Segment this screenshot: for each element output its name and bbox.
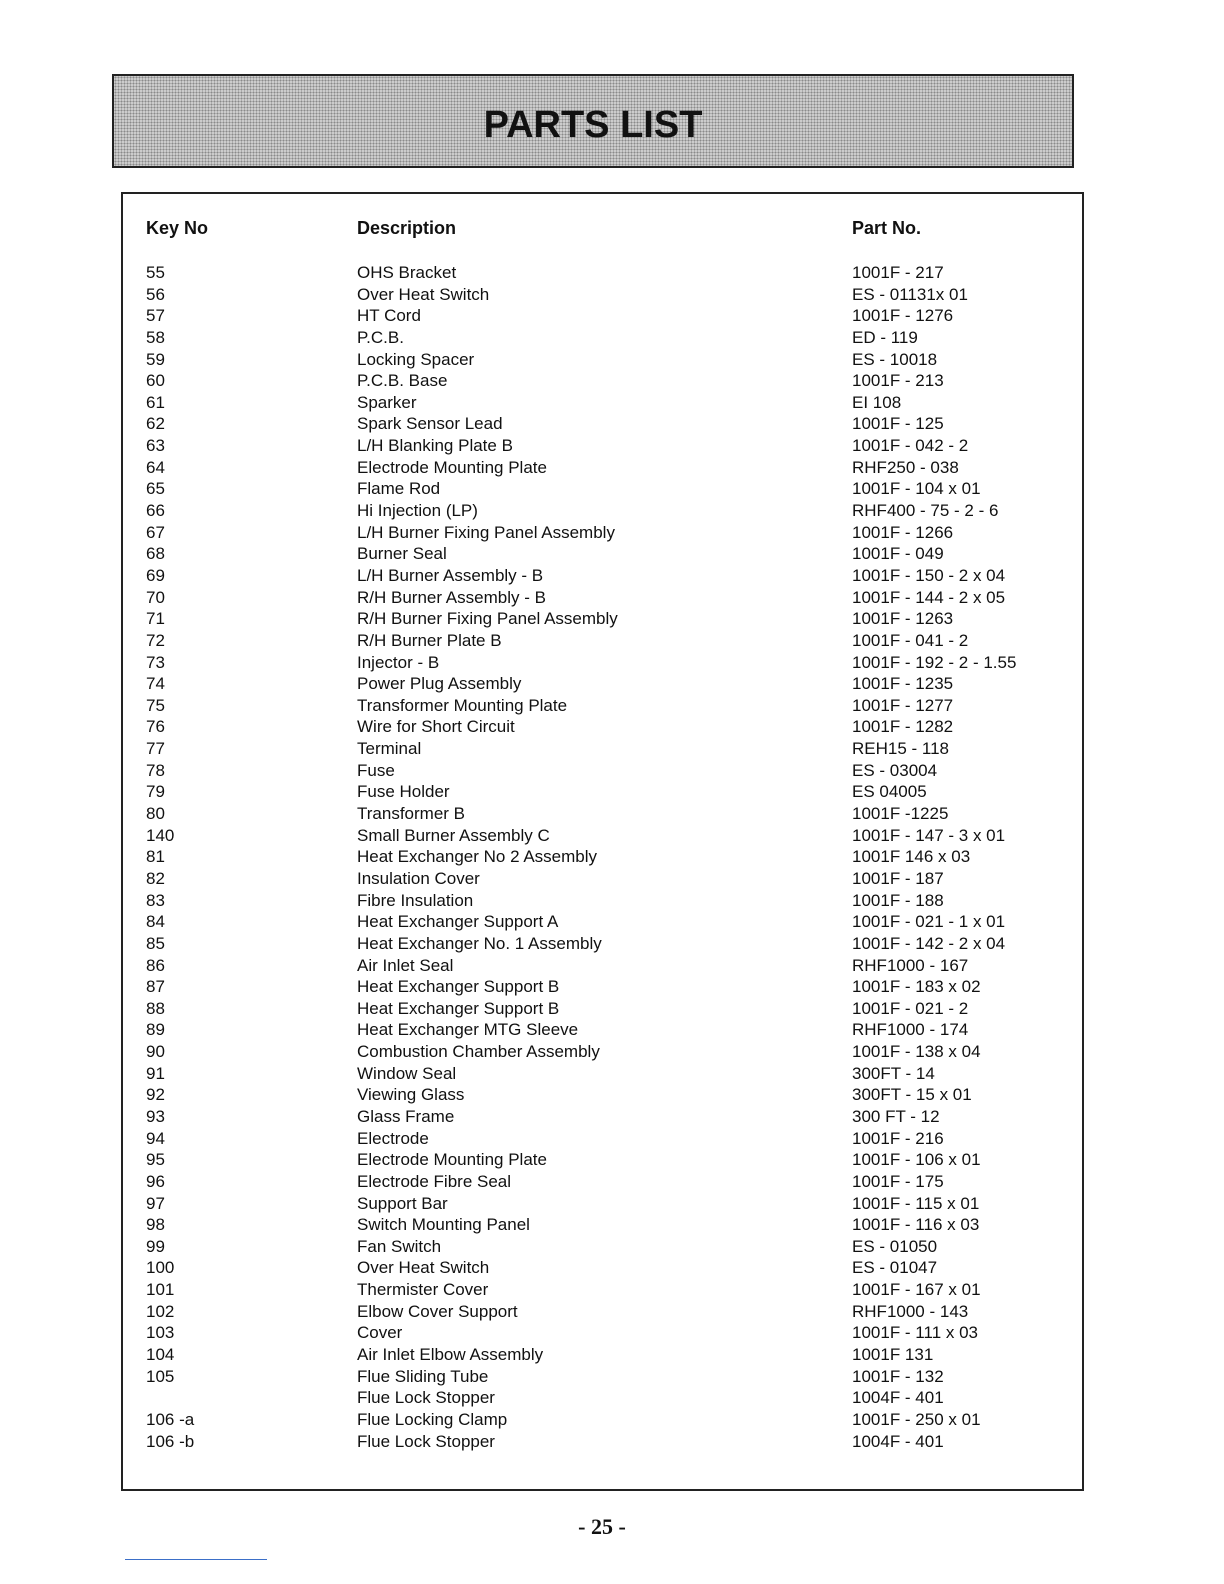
description-cell: Over Heat Switch — [357, 1258, 490, 1278]
footer-rule — [125, 1559, 267, 1560]
key-no-cell: 63 — [146, 436, 165, 456]
description-cell: Air Inlet Seal — [357, 955, 454, 975]
key-no-cell: 67 — [146, 522, 165, 542]
description-cell: Heat Exchanger Support B — [357, 998, 560, 1018]
page-number: - 25 - — [578, 1514, 626, 1539]
key-no-cell: 100 — [146, 1258, 175, 1278]
part-no-cell: 1001F 131 — [852, 1345, 934, 1365]
key-no-cell: 83 — [146, 890, 165, 910]
part-no-cell: 1001F - 042 - 2 — [852, 436, 969, 456]
part-no-cell: RHF1000 - 143 — [852, 1301, 969, 1321]
table-row — [0, 522, 1224, 544]
key-no-cell: 64 — [146, 457, 165, 477]
description-cell: Heat Exchanger No 2 Assembly — [357, 847, 598, 867]
part-no-cell: 1001F - 147 - 3 x 01 — [852, 825, 1006, 845]
table-row — [0, 1257, 1224, 1279]
part-no-cell: 1001F - 116 x 03 — [852, 1215, 980, 1235]
table-row — [0, 673, 1224, 695]
key-no-cell: 57 — [146, 306, 165, 326]
key-no-cell: 87 — [146, 977, 165, 997]
title-banner — [112, 74, 1074, 168]
part-no-cell: 300FT - 14 — [852, 1063, 935, 1083]
table-row — [0, 890, 1224, 912]
key-no-cell: 74 — [146, 674, 165, 694]
key-no-cell: 93 — [146, 1106, 165, 1126]
part-no-cell: ES - 01047 — [852, 1258, 938, 1278]
part-no-cell: 1001F - 150 - 2 x 04 — [852, 565, 1006, 585]
description-cell: Air Inlet Elbow Assembly — [357, 1345, 544, 1365]
description-cell: R/H Burner Assembly - B — [357, 587, 546, 607]
part-no-cell: 1001F -1225 — [852, 804, 949, 824]
key-no-cell: 104 — [146, 1345, 175, 1365]
description-cell: Injector - B — [357, 652, 440, 672]
key-no-cell: 96 — [146, 1171, 165, 1191]
key-no-cell: 60 — [146, 371, 165, 391]
part-no-cell: 1001F - 183 x 02 — [852, 977, 981, 997]
description-cell: Fan Switch — [357, 1236, 442, 1256]
description-cell: Fibre Insulation — [357, 890, 474, 910]
description-cell: Burner Seal — [357, 544, 447, 564]
key-no-cell: 82 — [146, 868, 165, 888]
description-cell: Insulation Cover — [357, 868, 480, 888]
description-cell: Heat Exchanger No. 1 Assembly — [357, 933, 602, 953]
table-row — [0, 955, 1224, 977]
part-no-cell: 1001F 146 x 03 — [852, 847, 971, 867]
key-no-cell: 98 — [146, 1215, 165, 1235]
key-no-cell: 103 — [146, 1323, 175, 1343]
key-no-cell: 76 — [146, 717, 165, 737]
part-no-cell: 1001F - 125 — [852, 414, 944, 434]
part-no-cell: ES 04005 — [852, 782, 927, 802]
description-cell: Wire for Short Circuit — [357, 717, 515, 737]
key-no-cell: 75 — [146, 695, 165, 715]
description-cell: Flue Sliding Tube — [357, 1366, 489, 1386]
key-no-cell: 61 — [146, 392, 165, 412]
part-no-cell: RHF250 - 038 — [852, 457, 959, 477]
key-no-cell: 56 — [146, 284, 165, 304]
key-no-cell: 72 — [146, 630, 165, 650]
part-no-cell: 1001F - 115 x 01 — [852, 1193, 980, 1213]
key-no-cell: 91 — [146, 1063, 165, 1083]
part-no-cell: RHF400 - 75 - 2 - 6 — [852, 501, 999, 521]
key-no-cell: 70 — [146, 587, 165, 607]
part-no-cell: 1001F - 142 - 2 x 04 — [852, 933, 1006, 953]
table-row — [0, 565, 1224, 587]
table-row — [0, 1149, 1224, 1171]
table-row — [0, 976, 1224, 998]
key-no-cell: 95 — [146, 1150, 165, 1170]
key-no-cell: 68 — [146, 544, 165, 564]
part-no-cell: 1001F - 111 x 03 — [852, 1323, 979, 1343]
part-no-cell: 1001F - 041 - 2 — [852, 630, 969, 650]
key-no-cell: 105 — [146, 1366, 175, 1386]
part-no-cell: 300 FT - 12 — [852, 1106, 940, 1126]
key-no-cell: 102 — [146, 1301, 175, 1321]
part-no-cell: 1001F - 106 x 01 — [852, 1150, 981, 1170]
description-cell: Cover — [357, 1323, 403, 1343]
part-no-cell: 1001F - 216 — [852, 1128, 944, 1148]
parts-table-body — [0, 262, 1224, 1452]
table-row — [0, 392, 1224, 414]
key-no-cell: 88 — [146, 998, 165, 1018]
description-cell: Terminal — [357, 739, 422, 759]
table-row — [0, 1301, 1224, 1323]
description-cell: Over Heat Switch — [357, 284, 490, 304]
table-row — [0, 478, 1224, 500]
part-no-cell: 1001F - 132 — [852, 1366, 944, 1386]
key-no-cell: 58 — [146, 327, 165, 347]
table-row — [0, 1041, 1224, 1063]
part-no-cell: RHF1000 - 167 — [852, 955, 969, 975]
table-row — [0, 803, 1224, 825]
table-row — [0, 284, 1224, 306]
part-no-cell: 1001F - 104 x 01 — [852, 479, 981, 499]
part-no-cell: 1001F - 167 x 01 — [852, 1280, 981, 1300]
key-no-cell: 69 — [146, 565, 165, 585]
part-no-cell: 1001F - 1235 — [852, 674, 954, 694]
table-row — [0, 413, 1224, 435]
part-no-cell: 1001F - 021 - 1 x 01 — [852, 912, 1006, 932]
part-no-cell: ES - 01050 — [852, 1236, 938, 1256]
header-description: Description — [357, 218, 457, 238]
part-no-cell: 1001F - 144 - 2 x 05 — [852, 587, 1006, 607]
table-row — [0, 608, 1224, 630]
table-row — [0, 1431, 1224, 1453]
part-no-cell: 1001F - 1282 — [852, 717, 954, 737]
table-row — [0, 327, 1224, 349]
table-row — [0, 543, 1224, 565]
description-cell: Switch Mounting Panel — [357, 1215, 530, 1235]
table-row — [0, 1084, 1224, 1106]
table-row — [0, 1366, 1224, 1388]
part-no-cell: 1001F - 213 — [852, 371, 944, 391]
table-row — [0, 846, 1224, 868]
table-row — [0, 825, 1224, 847]
key-no-cell: 101 — [146, 1280, 175, 1300]
table-row — [0, 587, 1224, 609]
key-no-cell: 80 — [146, 804, 165, 824]
table-row — [0, 1214, 1224, 1236]
part-no-cell: 1004F - 401 — [852, 1388, 944, 1408]
table-row — [0, 1193, 1224, 1215]
part-no-cell: 1001F - 1266 — [852, 522, 954, 542]
part-no-cell: EI 108 — [852, 392, 902, 412]
key-no-cell: 81 — [146, 847, 165, 867]
description-cell: Electrode — [357, 1128, 429, 1148]
part-no-cell: 1001F - 187 — [852, 868, 944, 888]
part-no-cell: 1001F - 192 - 2 - 1.55 — [852, 652, 1017, 672]
description-cell: Window Seal — [357, 1063, 457, 1083]
key-no-cell: 140 — [146, 825, 175, 845]
description-cell: Glass Frame — [357, 1106, 455, 1126]
table-row — [0, 760, 1224, 782]
description-cell: Locking Spacer — [357, 349, 475, 369]
part-no-cell: ED - 119 — [852, 327, 918, 347]
key-no-cell: 97 — [146, 1193, 165, 1213]
table-row — [0, 998, 1224, 1020]
part-no-cell: 1001F - 021 - 2 — [852, 998, 969, 1018]
key-no-cell: 94 — [146, 1128, 165, 1148]
description-cell: Small Burner Assembly C — [357, 825, 550, 845]
table-row — [0, 1279, 1224, 1301]
description-cell: Elbow Cover Support — [357, 1301, 518, 1321]
table-row — [0, 630, 1224, 652]
key-no-cell: 90 — [146, 1042, 165, 1062]
description-cell: Hi Injection (LP) — [357, 501, 478, 521]
part-no-cell: ES - 01131x 01 — [852, 284, 968, 304]
description-cell: Sparker — [357, 392, 417, 412]
table-row — [0, 500, 1224, 522]
description-cell: HT Cord — [357, 306, 421, 326]
table-row — [0, 1106, 1224, 1128]
description-cell: R/H Burner Plate B — [357, 630, 502, 650]
part-no-cell: ES - 03004 — [852, 760, 938, 780]
description-cell: Transformer B — [357, 804, 466, 824]
table-row — [0, 781, 1224, 803]
key-no-cell: 73 — [146, 652, 165, 672]
table-row — [0, 370, 1224, 392]
key-no-cell: 59 — [146, 349, 165, 369]
part-no-cell: 1004F - 401 — [852, 1431, 944, 1451]
table-row — [0, 652, 1224, 674]
key-no-cell: 92 — [146, 1085, 165, 1105]
key-no-cell: 79 — [146, 782, 165, 802]
key-no-cell: 85 — [146, 933, 165, 953]
part-no-cell: 1001F - 1276 — [852, 306, 954, 326]
description-cell: Thermister Cover — [357, 1280, 489, 1300]
part-no-cell: 1001F - 188 — [852, 890, 944, 910]
table-row — [0, 435, 1224, 457]
table-row — [0, 1322, 1224, 1344]
part-no-cell: 1001F - 138 x 04 — [852, 1042, 981, 1062]
table-row — [0, 1128, 1224, 1150]
table-row — [0, 868, 1224, 890]
description-cell: Flame Rod — [357, 479, 441, 499]
description-cell: Flue Locking Clamp — [357, 1409, 508, 1429]
key-no-cell: 55 — [146, 263, 165, 282]
header-key-no: Key No — [146, 218, 209, 238]
key-no-cell: 99 — [146, 1236, 165, 1256]
description-cell: R/H Burner Fixing Panel Assembly — [357, 609, 618, 629]
description-cell: Support Bar — [357, 1193, 448, 1213]
part-no-cell: 1001F - 250 x 01 — [852, 1409, 981, 1429]
table-row — [0, 738, 1224, 760]
description-cell: Heat Exchanger MTG Sleeve — [357, 1020, 579, 1040]
description-cell: Electrode Fibre Seal — [357, 1171, 512, 1191]
key-no-cell: 65 — [146, 479, 165, 499]
description-cell: P.C.B. Base — [357, 371, 448, 391]
description-cell: L/H Blanking Plate B — [357, 436, 513, 456]
table-row — [0, 911, 1224, 933]
part-no-cell: 1001F - 049 — [852, 544, 944, 564]
key-no-cell: 71 — [146, 609, 165, 629]
key-no-cell: 84 — [146, 912, 165, 932]
description-cell: L/H Burner Assembly - B — [357, 565, 544, 585]
part-no-cell: 300FT - 15 x 01 — [852, 1085, 972, 1105]
part-no-cell: 1001F - 175 — [852, 1171, 944, 1191]
description-cell: Electrode Mounting Plate — [357, 457, 547, 477]
table-row — [0, 305, 1224, 327]
key-no-cell: 89 — [146, 1020, 165, 1040]
description-cell: Fuse Holder — [357, 782, 450, 802]
part-no-cell: 1001F - 1277 — [852, 695, 954, 715]
table-row — [0, 1019, 1224, 1041]
description-cell: Viewing Glass — [357, 1085, 465, 1105]
table-row — [0, 1236, 1224, 1258]
key-no-cell: 77 — [146, 739, 165, 759]
part-no-cell: RHF1000 - 174 — [852, 1020, 969, 1040]
description-cell: Power Plug Assembly — [357, 674, 522, 694]
key-no-cell: 106 -a — [146, 1409, 195, 1429]
table-row — [0, 1171, 1224, 1193]
table-row — [0, 1409, 1224, 1431]
table-row — [0, 933, 1224, 955]
key-no-cell: 86 — [146, 955, 165, 975]
part-no-cell: REH15 - 118 — [852, 739, 950, 759]
description-cell: Spark Sensor Lead — [357, 414, 503, 434]
description-cell: Heat Exchanger Support A — [357, 912, 559, 932]
key-no-cell: 62 — [146, 414, 165, 434]
part-no-cell: 1001F - 217 — [852, 263, 944, 282]
part-no-cell: ES - 10018 — [852, 349, 938, 369]
table-row — [0, 1387, 1224, 1409]
page-title: PARTS LIST — [483, 104, 703, 146]
table-row — [0, 695, 1224, 717]
description-cell: Heat Exchanger Support B — [357, 977, 560, 997]
description-cell: Transformer Mounting Plate — [357, 695, 568, 715]
table-row — [0, 1063, 1224, 1085]
description-cell: L/H Burner Fixing Panel Assembly — [357, 522, 615, 542]
table-row — [0, 349, 1224, 371]
description-cell: Fuse — [357, 760, 395, 780]
table-row — [0, 1344, 1224, 1366]
table-row — [0, 457, 1224, 479]
description-cell: P.C.B. — [357, 327, 404, 347]
table-row — [0, 262, 1224, 284]
key-no-cell: 106 -b — [146, 1431, 195, 1451]
header-part-no: Part No. — [852, 218, 922, 238]
table-row — [0, 716, 1224, 738]
description-cell: Flue Lock Stopper — [357, 1431, 495, 1451]
description-cell: OHS Bracket — [357, 263, 457, 282]
key-no-cell: 78 — [146, 760, 165, 780]
key-no-cell: 66 — [146, 501, 165, 521]
description-cell: Combustion Chamber Assembly — [357, 1042, 600, 1062]
description-cell: Electrode Mounting Plate — [357, 1150, 547, 1170]
part-no-cell: 1001F - 1263 — [852, 609, 954, 629]
description-cell: Flue Lock Stopper — [357, 1388, 495, 1408]
